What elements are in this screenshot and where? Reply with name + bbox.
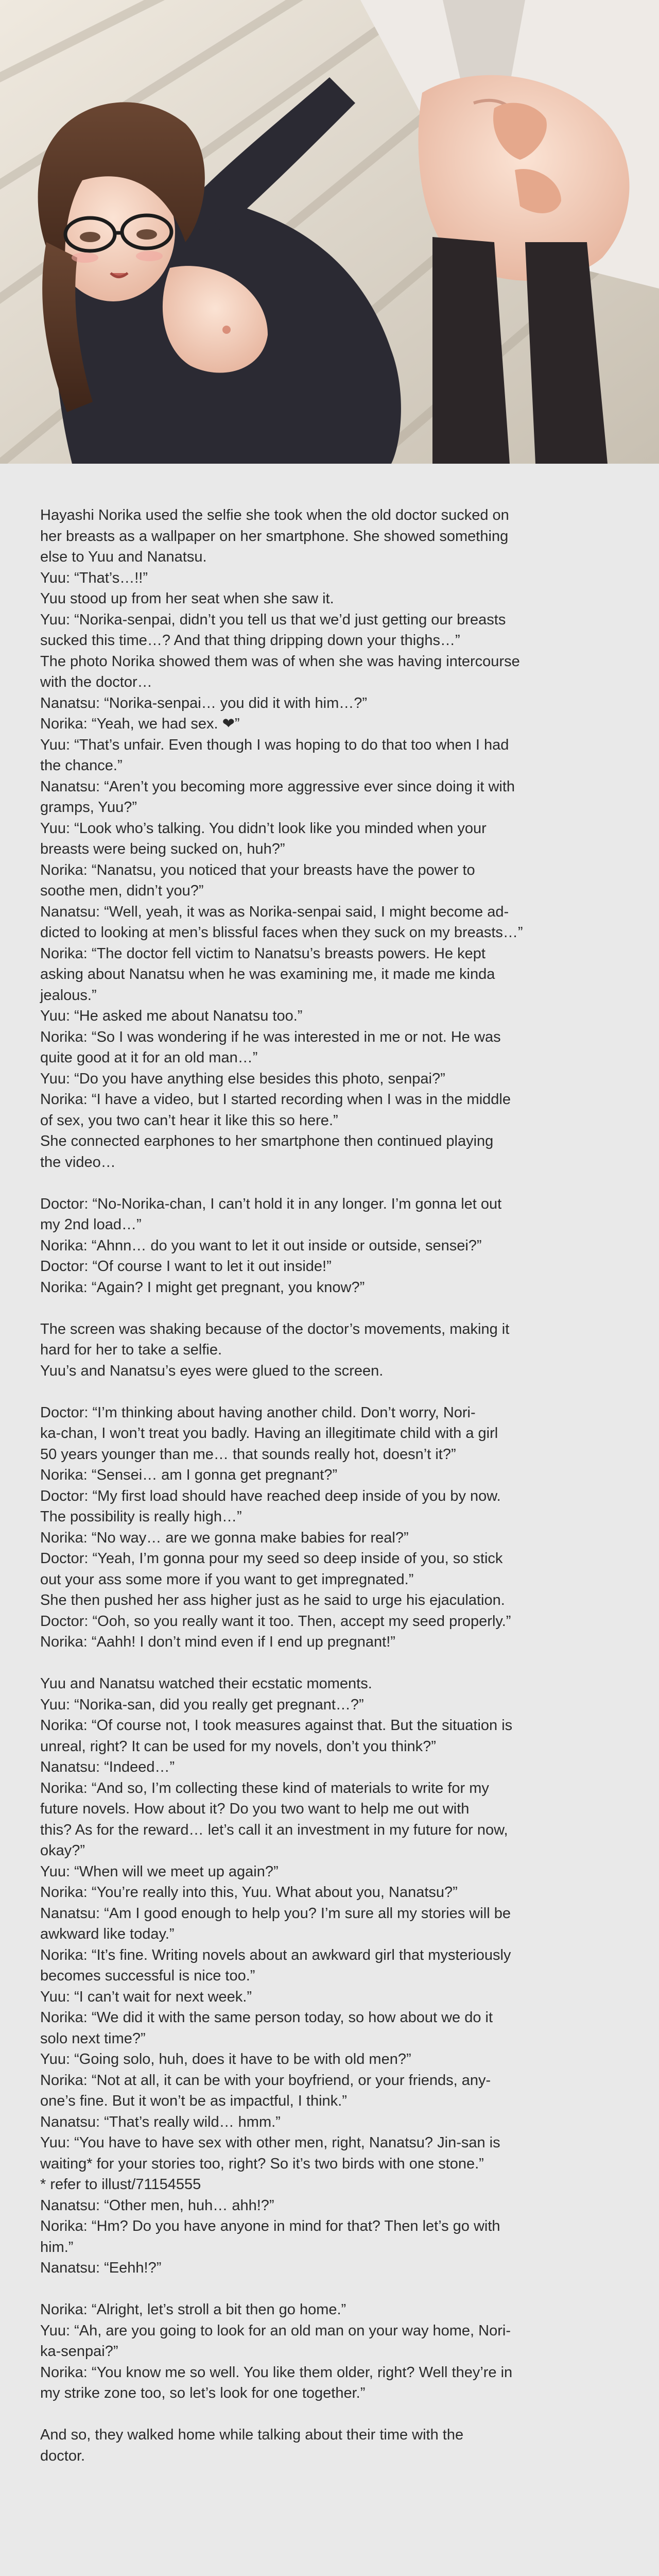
story-line: my strike zone too, so let’s look for one together.” [40,2385,366,2401]
story-line: future novels. How about it? Do you two want to help me out with [40,1801,470,1817]
story-line: Norika: “Not at all, it can be with your boyfriend, or your friends, any- [40,2072,491,2089]
story-line: unreal, right? It can be used for my novels, don’t you think?” [40,1738,436,1755]
story-line: Yuu: “Norika-san, did you really get pregnant…?” [40,1696,364,1713]
illustration [0,0,659,464]
story-line: Yuu: “That’s…!!” [40,569,148,586]
paragraph-gap [40,1381,627,1402]
story-line: Yuu: “Norika-senpai, didn’t you tell us that we’d just getting our breasts [40,611,506,628]
paragraph-gap [40,1173,627,1194]
story-line: Norika: “Nanatsu, you noticed that your breasts have the power to [40,861,475,878]
story-line: doctor. [40,2447,85,2464]
paragraph-gap [40,2404,627,2425]
story-line: Norika: “You know me so well. You like them older, right? Well they’re in [40,2364,513,2381]
story-line: Doctor: “Ooh, so you really want it too. Then, accept my seed properly.” [40,1613,511,1630]
story-line: Yuu: “Look who’s talking. You didn’t look like you minded when your [40,820,487,837]
story-line: Yuu: “When will we meet up again?” [40,1863,279,1880]
story-line: Yuu and Nanatsu watched their ecstatic moments. [40,1675,372,1692]
story-line: The photo Norika showed them was of when she was having intercourse [40,653,520,670]
story-line: Yuu: “He asked me about Nanatsu too.” [40,1008,303,1024]
story-line: Yuu’s and Nanatsu’s eyes were glued to the screen. [40,1362,384,1379]
story-line: Norika: “So I was wondering if he was interested in me or not. He was [40,1028,501,1045]
story-line: solo next time?” [40,2030,146,2047]
story-line: okay?” [40,1842,85,1859]
story-line: Norika: “Alright, let’s stroll a bit then go home.” [40,2301,346,2318]
story-line: ka-chan, I won’t treat you badly. Having an illegitimate child with a girl [40,1425,498,1442]
story-line: Yuu: “Do you have anything else besides this photo, senpai?” [40,1070,445,1087]
story-line: Norika: “Yeah, we had sex. ❤” [40,716,240,732]
story-line: Nanatsu: “Indeed…” [40,1759,175,1775]
story-panel [0,464,659,2576]
story-line: with the doctor… [40,674,152,690]
story-line: * refer to illust/71154555 [40,2176,201,2193]
story-line: Norika: “Hm? Do you have anyone in mind for that? Then let’s go with [40,2218,500,2234]
story-line: the video… [40,1154,116,1171]
story-line: ka-senpai?” [40,2343,118,2360]
story-line: my 2nd load…” [40,1216,142,1233]
story-line: breasts were being sucked on, huh?” [40,841,285,857]
story-line: awkward like today.” [40,1926,175,1942]
story-line: Nanatsu: “Norika-senpai… you did it with him…?” [40,694,368,711]
paragraph-gap [40,1653,627,1674]
story-line: Nanatsu: “Other men, huh… ahh!?” [40,2197,274,2214]
story-line: Norika: “The doctor fell victim to Nanatsu’s breasts powers. He kept [40,945,485,962]
story-line: waiting* for your stories too, right? So it’s two birds with one stone.” [40,2155,484,2172]
story-line: Yuu stood up from her seat when she saw it. [40,590,334,607]
story-line: Norika: “Aahh! I don’t mind even if I end up pregnant!” [40,1634,395,1650]
story-line: out your ass some more if you want to get impregnated.” [40,1571,414,1588]
story-line: Yuu: “You have to have sex with other men, right, Nanatsu? Jin-san is [40,2134,500,2151]
story-line: Doctor: “No-Norika-chan, I can’t hold it in any longer. I’m gonna let out [40,1195,502,1212]
story-line: him.” [40,2239,74,2256]
story-line: Yuu: “That’s unfair. Even though I was hoping to do that too when I had [40,736,509,753]
story-line: Norika: “Ahnn… do you want to let it out inside or outside, sensei?” [40,1237,482,1254]
story-line: gramps, Yuu?” [40,799,137,816]
story-line: Nanatsu: “Eehh!?” [40,2260,162,2276]
story-line: dicted to looking at men’s blissful faces when they suck on my breasts…” [40,924,523,941]
story-line: of sex, you two can’t hear it like this so here.” [40,1112,338,1129]
story-line: sucked this time…? And that thing dripping down your thighs…” [40,632,460,649]
story-line: Doctor: “Of course I want to let it out inside!” [40,1258,332,1275]
story-line: Norika: “You’re really into this, Yuu. What about you, Nanatsu?” [40,1884,458,1901]
story-line: She then pushed her ass higher just as he said to urge his ejaculation. [40,1592,505,1608]
story-line: The possibility is really high…” [40,1509,242,1525]
story-line: quite good at it for an old man…” [40,1049,258,1066]
story-line: Norika: “No way… are we gonna make babies for real?” [40,1529,409,1546]
story-line: The screen was shaking because of the doctor’s movements, making it [40,1320,510,1337]
story-line: And so, they walked home while talking about their time with the [40,2427,464,2443]
paragraph-gap [40,1298,627,1319]
story-line: soothe men, didn’t you?” [40,883,204,899]
story-line: Yuu: “Going solo, huh, does it have to be with old men?” [40,2051,411,2067]
story-line: Norika: “And so, I’m collecting these kind of materials to write for my [40,1780,489,1797]
story-line: the chance.” [40,757,123,774]
story-line: Doctor: “Yeah, I’m gonna pour my seed so deep inside of you, so stick [40,1550,503,1567]
story-line: Norika: “It’s fine. Writing novels about an awkward girl that mysteriously [40,1946,511,1963]
story-line: asking about Nanatsu when he was examining me, it made me kinda [40,966,495,982]
story-line: Nanatsu: “Am I good enough to help you? I’m sure all my stories will be [40,1905,511,1922]
story-line: Nanatsu: “Aren’t you becoming more aggressive ever since doing it with [40,778,515,795]
story-line: Yuu: “I can’t wait for next week.” [40,1988,252,2005]
story-line: 50 years younger than me… that sounds really hot, doesn’t it?” [40,1446,456,1463]
story-line: Yuu: “Ah, are you going to look for an old man on your way home, Nori- [40,2322,511,2339]
story-line: Norika: “Sensei… am I gonna get pregnant?” [40,1467,338,1483]
story-line: Norika: “I have a video, but I started recording when I was in the middle [40,1091,511,1108]
story-line: Norika: “Of course not, I took measures against that. But the situation is [40,1717,513,1734]
story-line: her breasts as a wallpaper on her smartphone. She showed something [40,528,509,545]
story-line: else to Yuu and Nanatsu. [40,549,207,565]
story-line: Doctor: “I’m thinking about having another child. Don’t worry, Nori- [40,1404,476,1421]
story-line: becomes successful is nice too.” [40,1968,255,1984]
story-line: Norika: “Again? I might get pregnant, you know?” [40,1279,365,1296]
story-line: Nanatsu: “That’s really wild… hmm.” [40,2113,281,2130]
story-line: She connected earphones to her smartphone then continued playing [40,1133,494,1149]
story-text [40,505,627,2466]
story-line: one’s fine. But it won’t be as impactful, I think.” [40,2093,347,2109]
story-line: Norika: “We did it with the same person today, so how about we do it [40,2009,493,2026]
story-line: Nanatsu: “Well, yeah, it was as Norika-senpai said, I might become ad- [40,903,509,920]
paragraph-gap [40,2279,627,2300]
story-line: Hayashi Norika used the selfie she took when the old doctor sucked on [40,507,509,523]
story-line: hard for her to take a selfie. [40,1342,222,1358]
illustration-artwork [0,0,659,464]
story-line: this? As for the reward… let’s call it an investment in my future for now, [40,1821,508,1838]
story-line: Doctor: “My first load should have reached deep inside of you by now. [40,1487,501,1504]
story-line: jealous.” [40,987,97,1004]
